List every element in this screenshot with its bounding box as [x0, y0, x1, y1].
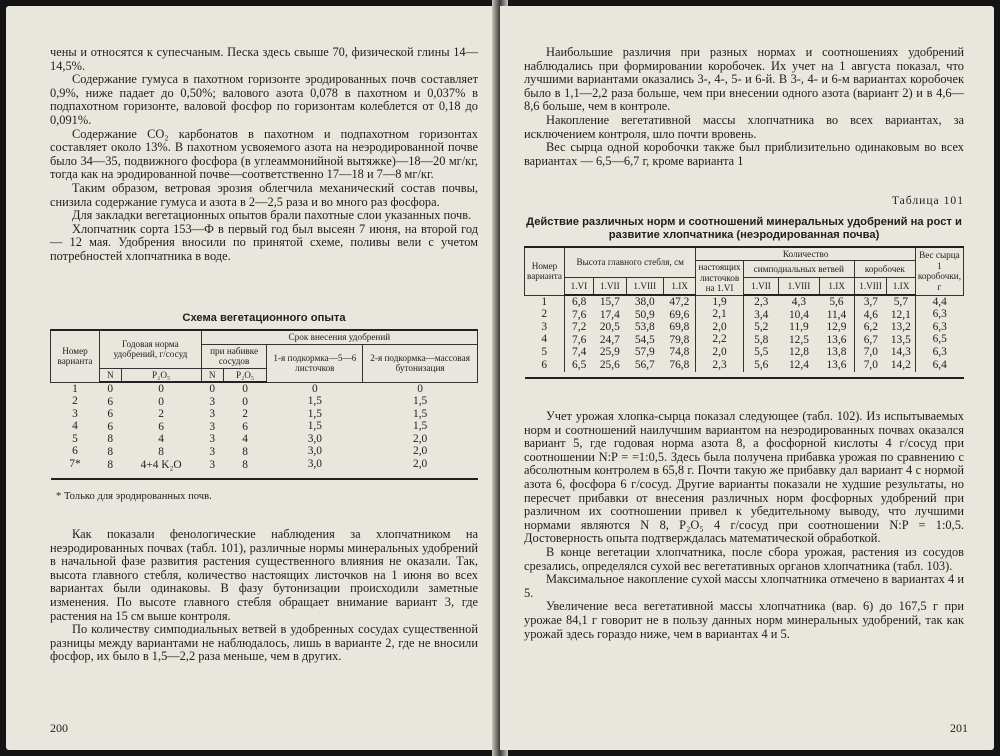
table-header-sympodial-1ix: 1.IX	[819, 278, 854, 296]
right-paragraph-1: Наибольшие различия при разных нормах и соотношениях удобрений наблюдались при формировании коробочек. Их учет на 1 августа показал, что лучшими вариантами оказались 3-, 4-, 5- и 6-й. В 3-, 4- и 6-м вариантах коробочек было в 1,1—2,2 раза больше, чем при внесении одного азота (вариант 2) и в 4,6—8,6 больше, чем в контроле.	[524, 45, 964, 114]
scheme-header-timing: Срок внесения удобрений	[201, 330, 477, 344]
left-paragraph-3: Содержание CO₂ карбонатов в пахотном и подпахотном горизонтах составляет около 13%. В пахотном усвояемого азота на неэродированной почве было 34—35, подвижного фосфора (в углеаммонийной вытяжке)—18—20 мг/кг, тогда как на эродированной почве—соответственно 17—18 и 7—8 мг/кг.	[50, 126, 478, 182]
table-bolls-1viii-column: 3,7 4,6 6,2 6,7 7,0 7,0	[854, 295, 886, 372]
right-page	[500, 6, 994, 750]
scheme-header-n: N	[100, 368, 122, 382]
right-paragraph-4: Учет урожая хлопка-сырца показал следующее (табл. 102). Из испытываемых норм и соотношений наилучшим вариантом на неэродированных почвах оказался вариант 5, где годовая норма азота 8, а фосфорной кислоты 4 г/сосуд при соотношении N:P = =1:0,5. Здесь была получена прибавка урожая по сравнению с абсолютным контролем в 65,8 г. Почти такую же прибавку дал вариант 4 с нормой азота 6, фосфора 6 г/сосуд. Другие варианты показали не худшие результаты, но пересчет прибавки от внесения различных норм фосфорных удобрений при различном их соотношении привел к убедительному выводу, что лучшими нормами являются N 8, P₂O₅ 4 г/сосуд при соотношении N:P = 1:0,5. Достоверность опыта подтверждалась математической обработкой.	[524, 409, 964, 546]
table-header-quantity: Количество	[696, 247, 915, 261]
table-leaves-column: 1,9 2,1 2,0 2,2 2,0 2,3	[696, 295, 743, 372]
table-header-height-1vi: 1.VI	[565, 278, 594, 296]
scheme-second-column: 0 1,5 1,5 1,5 2,0 2,0 2,0	[413, 382, 428, 471]
right-text-lower	[524, 410, 964, 641]
scheme-filling-p-column: 0 0 2 6 4 8 8	[242, 383, 248, 471]
scheme-caption: Схема вегетационного опыта	[182, 312, 346, 324]
table-height-1vi-column: 6,8 7,6 7,2 7,6 7,4 6,5	[565, 295, 594, 372]
left-paragraph-4: Таким образом, ветровая эрозия облегчила механический состав почвы, снизила содержание гумуса и азота в 2—2,5 раза и во много раз фосфора.	[50, 180, 478, 209]
scheme-header-n2: N	[201, 368, 223, 382]
left-paragraph-2: Содержание гумуса в пахотном горизонте эродированных почв составляет 0,9%, ниже падает до 0,50%; валового азота 0,078 в пахотном и 0,037% в подпахотном горизонте, валовой фосфор по горизонтам колеблется от 0,18 до 0,091%.	[50, 72, 478, 127]
table-sympodial-1vii-column: 2,3 3,4 5,2 5,8 5,5 5,6	[743, 295, 779, 372]
table-header-height-1viii: 1.VIII	[626, 278, 663, 296]
table-height-1vii-column: 15,7 17,4 20,5 24,7 25,9 25,6	[599, 296, 620, 372]
table-101-caption: Действие различных норм и соотношений минеральных удобрений на рост и развитие хлопчатника (неэродированная почва)	[526, 215, 962, 241]
right-paragraph-7: Увеличение веса вегетативной массы хлопчатника (вар. 6) до 167,5 г при урожае 84,1 г говорит не в пользу данных норм минеральных удобрений, так как урожай здесь гораздо ниже, чем в вариантах 4 и 5.	[524, 599, 964, 641]
scheme-header-p2: P₂O₅	[223, 368, 267, 382]
table-height-1ix-column: 47,2 69,6 69,8 79,8 74,8 76,8	[669, 296, 690, 372]
table-bolls-1ix-column: 5,7 12,1 13,2 13,5 14,3 14,2	[890, 296, 911, 372]
table-sympodial-1viii-column: 4,3 10,4 11,9 12,5 12,8 12,4	[788, 296, 809, 372]
left-paragraph-1: чены и относятся к супесчаным. Песка здесь свыше 70, физической глины 14—14,5%.	[50, 45, 478, 73]
scheme-header-p: P₂O₅	[121, 368, 201, 382]
table-header-height: Высота главного стебля, см	[565, 247, 696, 278]
scheme-first-column: 0 1,5 1,5 1,5 3,0 3,0 3,0	[307, 382, 322, 471]
table-header-leaves: настоящих листочков на 1.VI	[696, 261, 743, 296]
table-header-sympodial-1viii: 1.VIII	[779, 278, 819, 296]
table-101	[524, 246, 964, 379]
table-height-1viii-column: 38,0 50,9 53,8 54,5 57,9 56,7	[634, 296, 655, 372]
table-variant-column: 1 2 3 4 5 6	[541, 295, 548, 371]
table-header-sympodial-1vii: 1.VII	[743, 278, 779, 296]
left-paragraph-6: Хлопчатник сорта 153—Ф в первый год был высеян 7 июня, на второй год — 12 мая. Удобрения вносили по принятой схеме, поливы вели с учетом потребностей хлопчатника в воде.	[50, 221, 478, 263]
scheme-filling-n-column: 0 3 3 3 3 3 3	[209, 383, 216, 471]
scheme-variant-column: 1 2 3 4 5 6 7*	[69, 382, 81, 471]
scheme-header-variant: Номер варианта	[51, 330, 100, 382]
scheme-header-second: 2-я подкормка—массовая бутонизация	[363, 344, 478, 382]
right-text-upper	[524, 46, 964, 168]
scheme-footnote: * Только для эродированных почв.	[56, 491, 212, 503]
scheme-table	[50, 329, 478, 480]
table-header-sympodial: симподиальных ветвей	[743, 261, 854, 278]
left-paragraph-7: Как показали фенологические наблюдения за хлопчатником на неэродированных почвах (табл. 101), различные нормы минеральных удобрений в начальной фазе развития растения существенного влияния не оказали. Так, высота главного стебля, количество настоящих листочков на 1 июня во всех вариантах были одинаковы. В фазу бутонизации происходили заметные изменения. По высоте главного стебля обращает внимание вариант 3, где растения на 15 см выше контроля.	[50, 527, 478, 623]
right-paragraph-2: Накопление вегетативной массы хлопчатника во всех вариантах, за исключением контроля, шло почти вровень.	[524, 112, 964, 141]
table-boll-weight-column: 4,4 6,3 6,3 6,5 6,3 6,4	[915, 295, 963, 372]
scheme-header-first: 1-я подкормка—5—6 листочков	[267, 344, 363, 382]
table-header-height-1ix: 1.IX	[663, 278, 696, 296]
table-sympodial-1ix-column: 5,6 11,4 12,9 13,6 13,8 13,6	[826, 296, 847, 372]
scheme-header-annual: Годовая норма удобрений, г/сосуд	[100, 330, 202, 368]
table-101-label: Таблица 101	[891, 194, 964, 207]
scheme-header-filling: при набивке сосудов	[201, 344, 267, 368]
left-text-upper	[50, 46, 478, 264]
scheme-annual-p-column: 0 0 2 6 4 8 4+4 K₂O	[140, 383, 182, 471]
right-paragraph-3: Вес сырца одной коробочки также был приблизительно одинаковым во всех вариантах — 6,5—6,7 г, кроме варианта 1	[524, 140, 964, 168]
left-paragraph-8: По количеству симподиальных ветвей в удобренных сосудах существенной разницы между вариантами не наблюдалось, лишь в варианте 2, где не вносили фосфор, их было в 1,5—2,2 раза меньше, чем в других.	[50, 622, 478, 664]
scheme-annual-n-column: 0 6 6 6 8 8 8	[107, 383, 114, 471]
table-101-block	[524, 194, 964, 379]
right-page-number: 201	[950, 721, 968, 735]
table-header-bolls-1ix: 1.IX	[887, 278, 916, 296]
right-paragraph-6: Максимальное накопление сухой массы хлопчатника отмечено в вариантах 4 и 5.	[524, 572, 964, 600]
right-paragraph-5: В конце вегетации хлопчатника, после сбора урожая, растения из сосудов срезались, определялся сухой вес вегетативных органов хлопчатника (табл. 103).	[524, 544, 964, 573]
left-text-lower	[50, 528, 478, 664]
left-page-number: 200	[50, 721, 68, 735]
scheme-block	[50, 312, 478, 504]
table-header-bolls: коробочек	[854, 261, 915, 278]
left-page	[6, 6, 492, 750]
table-header-variant: Номер варианта	[525, 247, 565, 296]
table-header-boll-weight: Вес сырца 1 коробочки, г	[915, 247, 963, 296]
left-paragraph-5: Для закладки вегетационных опытов брали пахотные слои указанных почв.	[72, 208, 472, 223]
table-header-bolls-1viii: 1.VIII	[854, 278, 886, 296]
table-header-height-1vii: 1.VII	[593, 278, 626, 296]
